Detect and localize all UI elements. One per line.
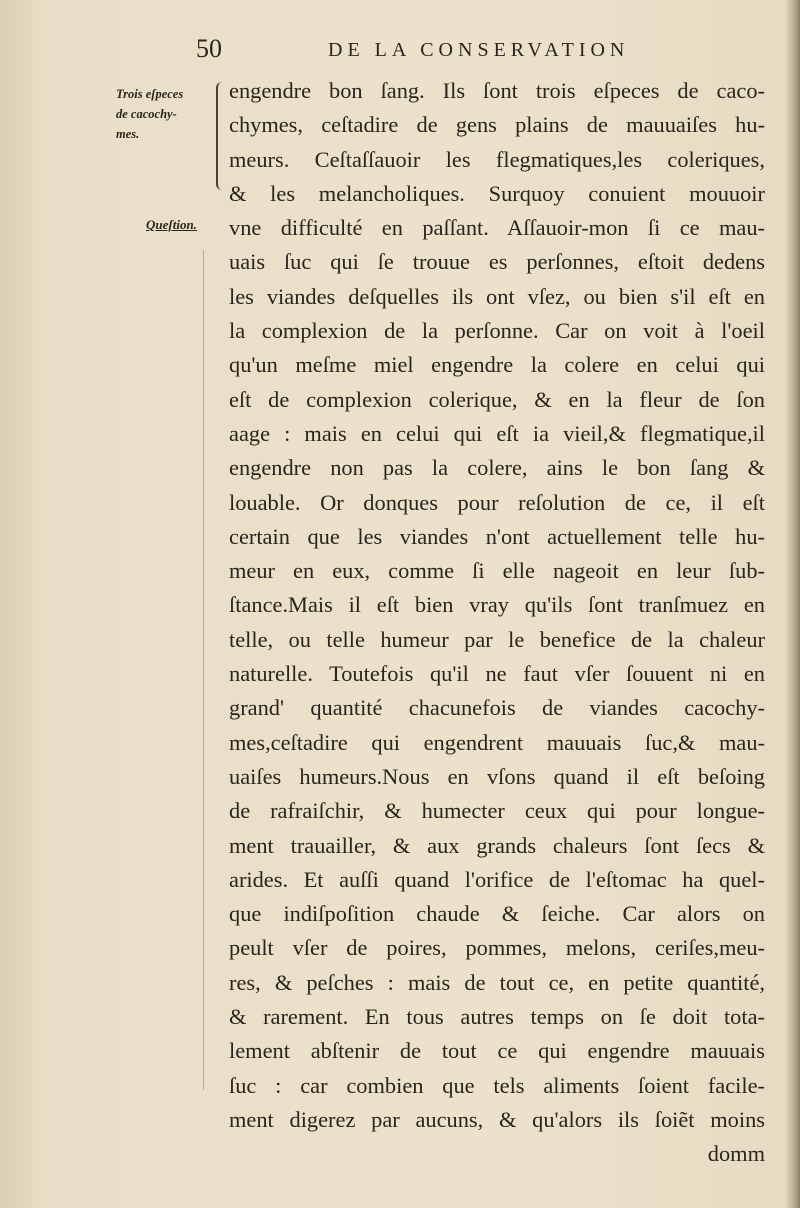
body-text xyxy=(229,74,765,1172)
text-line: uaiſes humeurs.Nous en vſons quand il eſt beſoing xyxy=(229,763,765,789)
text-line: les viandes deſquelles ils ont vſez, ou bien s'il eſt en xyxy=(229,283,765,309)
margin-note-line: mes. xyxy=(116,127,140,141)
margin-rule xyxy=(203,250,204,1090)
text-line: peult vſer de poires, pommes, melons, ceriſes,meu- xyxy=(229,935,765,961)
page-number: 50 xyxy=(196,34,222,63)
margin-note-line: Trois eſpeces xyxy=(116,87,184,101)
text-line: mes,ceſtadire qui engendrent mauuais ſuc,& mau- xyxy=(229,729,765,755)
text-line: certain que les viandes n'ont actuellement telle hu- xyxy=(229,523,765,549)
text-line: & rarement. En tous autres temps on ſe doit tota- xyxy=(229,1004,765,1030)
text-line: que indiſpoſition chaude & ſeiche. Car alors on xyxy=(229,901,765,927)
catchword: domm xyxy=(707,1141,765,1167)
text-line: qu'un meſme miel engendre la colere en celui qui xyxy=(229,352,765,378)
text-line: & les melancholiques. Surquoy conuient mouuoir xyxy=(229,180,765,206)
text-line: engendre bon ſang. Ils ſont trois eſpeces de caco- xyxy=(229,78,765,103)
page-header xyxy=(196,34,716,70)
margin-note-question: Queſtion. xyxy=(146,217,197,232)
text-line: chymes, ceſtadire de gens plains de mauuaiſes hu- xyxy=(229,112,765,138)
text-line: ſuc : car combien que tels aliments ſoient facile- xyxy=(229,1072,765,1098)
text-line: telle, ou telle humeur par le benefice de la chaleur xyxy=(229,626,765,652)
text-line: louable. Or donques pour reſolution de ce, il eſt xyxy=(229,489,765,515)
text-line: engendre non pas la colere, ains le bon ſang & xyxy=(229,455,765,481)
text-line: res, & peſches : mais de tout ce, en petite quantité, xyxy=(229,969,765,995)
text-line: meur en eux, comme ſi elle nageoit en leur ſub- xyxy=(229,558,765,584)
text-line: vne difficulté en paſſant. Aſſauoir-mon ſi ce mau- xyxy=(229,215,765,241)
text-line: aage : mais en celui qui eſt ia vieil,& flegmatique,il xyxy=(229,420,765,446)
margin-bracket xyxy=(216,82,222,190)
text-line: ment digerez par aucuns, & qu'alors ils ſoiẽt moins xyxy=(229,1106,765,1132)
text-line: de rafraiſchir, & humecter ceux qui pour longue- xyxy=(229,798,765,824)
text-line: eſt de complexion colerique, & en la fleur de ſon xyxy=(229,386,765,412)
text-line: arides. Et auſſi quand l'orifice de l'eſtomac ha quel- xyxy=(229,866,765,892)
margin-note-line: de cacochy- xyxy=(116,107,177,121)
text-line: ſtance.Mais il eſt bien vray qu'ils ſont tranſmuez en xyxy=(229,592,765,618)
text-line: grand' quantité chacunefois de viandes cacochy- xyxy=(229,695,765,721)
text-line: naturelle. Toutefois qu'il ne faut vſer ſouuent ni en xyxy=(229,661,765,687)
margin-note-species xyxy=(116,84,183,144)
book-spine-edge xyxy=(786,0,800,1208)
text-line: la complexion de la perſonne. Car on voit à l'oeil xyxy=(229,318,765,344)
running-head: DE LA CONSERVATION xyxy=(328,39,630,61)
text-line: lement abſtenir de tout ce qui engendre mauuais xyxy=(229,1038,765,1064)
text-line: meurs. Ceſtaſſauoir les flegmatiques,les coleriques, xyxy=(229,146,765,172)
text-line: uais ſuc qui ſe trouue es perſonnes, eſtoit dedens xyxy=(229,249,765,275)
text-line: ment trauailler, & aux grands chaleurs ſont ſecs & xyxy=(229,832,765,858)
